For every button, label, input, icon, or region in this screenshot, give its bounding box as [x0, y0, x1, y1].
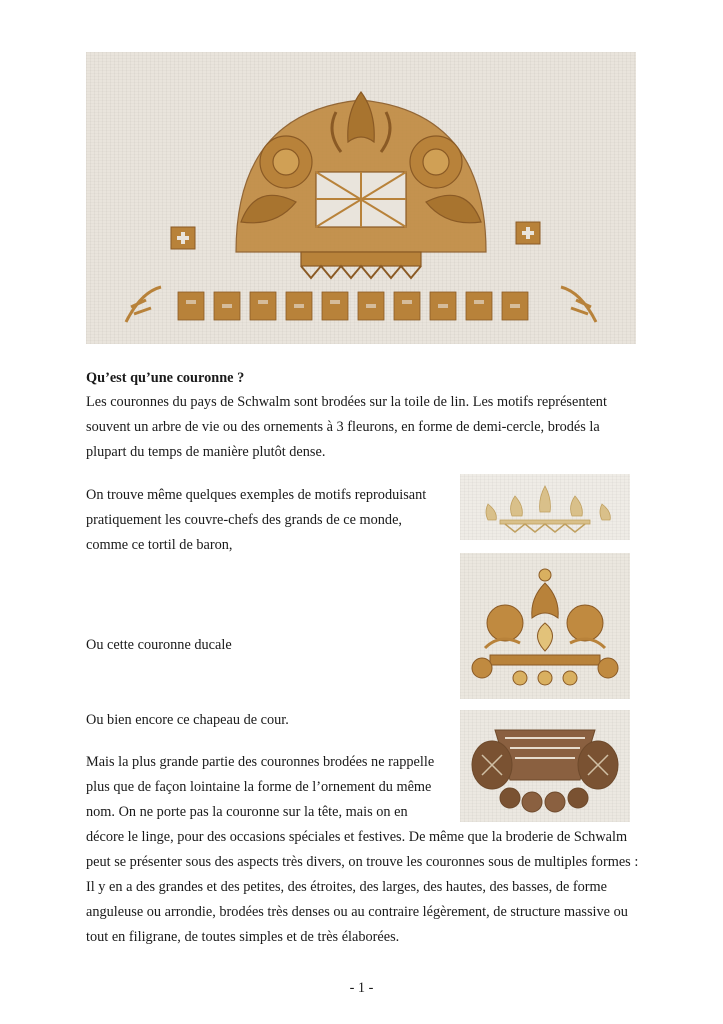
crown-embroidery-drawing	[86, 52, 636, 344]
line-cour: Ou bien encore ce chapeau de cour.	[86, 712, 289, 728]
chapeau-de-cour-photo	[460, 710, 630, 822]
paragraph-intro: Les couronnes du pays de Schwalm sont brodées sur la toile de lin. Les motifs représentent souvent un arbre de vie ou des ornements à 3 fleurons, en forme de demi-cercle, brodés la plupart du temps de manière plutôt dense.	[86, 394, 607, 460]
baron-embroidery-drawing	[460, 474, 630, 540]
paragraph-examples: On trouve même quelques exemples de motifs reproduisant pratiquement les couvre-chefs des grands de ce monde, comme ce tortil de baron,	[86, 487, 427, 553]
couronne-ducale-photo	[460, 553, 630, 699]
paragraph-main-part2: décore le linge, pour des occasions spéciales et festives. De même que la broderie de Schwalm peut se présenter sous des aspects très divers, on trouve les couronnes sous de multiples formes : Il y en a des grandes et des petites, des étroites, des larges, des hautes, des basses, de forme anguleuse ou arrondie, brodées très denses ou au contraire légèrement, de structure massive ou tout en filigrane, de toutes simples et de très élaborées.	[86, 829, 639, 945]
tortil-de-baron-photo	[460, 474, 630, 540]
paragraph-main-part1: Mais la plus grande partie des couronnes brodées ne rappelle plus que de façon lointaine la forme de l’ornement du même nom. On ne porte pas la couronne sur la tête, mais on en	[86, 754, 435, 820]
ducal-embroidery-drawing	[460, 553, 630, 699]
section-heading: Qu’est qu’une couronne ?	[86, 370, 245, 386]
line-ducal: Ou cette couronne ducale	[86, 637, 232, 653]
page-number: - 1 -	[349, 980, 374, 996]
embroidered-crown-photo	[86, 52, 636, 344]
cour-embroidery-drawing	[460, 710, 630, 822]
